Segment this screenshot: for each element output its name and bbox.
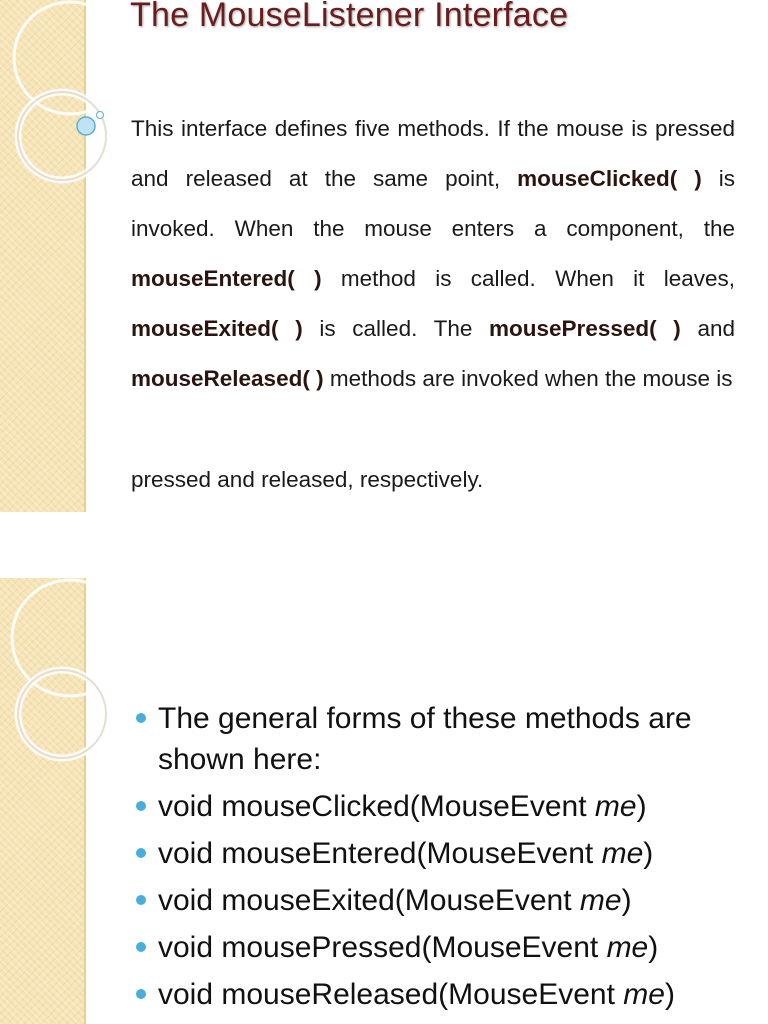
list-item: void mouseClicked(MouseEvent me) bbox=[136, 786, 746, 827]
decorative-rings-icon bbox=[0, 0, 130, 200]
text-run: and bbox=[680, 316, 735, 341]
method-name: mouseReleased( ) bbox=[131, 366, 324, 391]
list-item: The general forms of these methods are shown here: bbox=[136, 698, 746, 780]
method-name: mouseClicked( ) bbox=[517, 166, 702, 191]
bullet-dot-icon bbox=[136, 942, 146, 952]
text-run: methods are invoked when the mouse is bbox=[323, 366, 733, 391]
list-item: void mouseExited(MouseEvent me) bbox=[136, 880, 746, 921]
bullet-dot-icon bbox=[136, 801, 146, 811]
bullet-dot-icon bbox=[136, 848, 146, 858]
list-item: void mousePressed(MouseEvent me) bbox=[136, 927, 746, 968]
decorative-rings-icon bbox=[0, 578, 130, 778]
method-name: mouseEntered( ) bbox=[131, 266, 322, 291]
slide-title: The MouseListener Interface bbox=[130, 0, 569, 34]
slide-2 bbox=[0, 578, 768, 1024]
slide-gap bbox=[0, 512, 768, 578]
method-name: mousePressed( ) bbox=[489, 316, 681, 341]
list-item: void mouseEntered(MouseEvent me) bbox=[136, 833, 746, 874]
bullet-dot-icon bbox=[136, 895, 146, 905]
method-list bbox=[136, 698, 746, 1021]
text-run: This interface defines five methods. If the mouse is pressed and released at the same point, bbox=[131, 116, 735, 191]
list-item: void mouseReleased(MouseEvent me) bbox=[136, 974, 746, 1015]
body-paragraph-tail: pressed and released, respectively. bbox=[131, 467, 484, 492]
bullet-dot-icon bbox=[136, 989, 146, 999]
body-paragraph bbox=[131, 104, 735, 404]
bullet-dot-icon bbox=[136, 713, 146, 723]
method-name: mouseExited( ) bbox=[131, 316, 303, 341]
text-run: is called. The bbox=[302, 316, 490, 341]
text-run: method is called. When it leaves, bbox=[321, 266, 735, 291]
text-run: is invoked. When the mouse enters a component, the bbox=[131, 166, 735, 241]
